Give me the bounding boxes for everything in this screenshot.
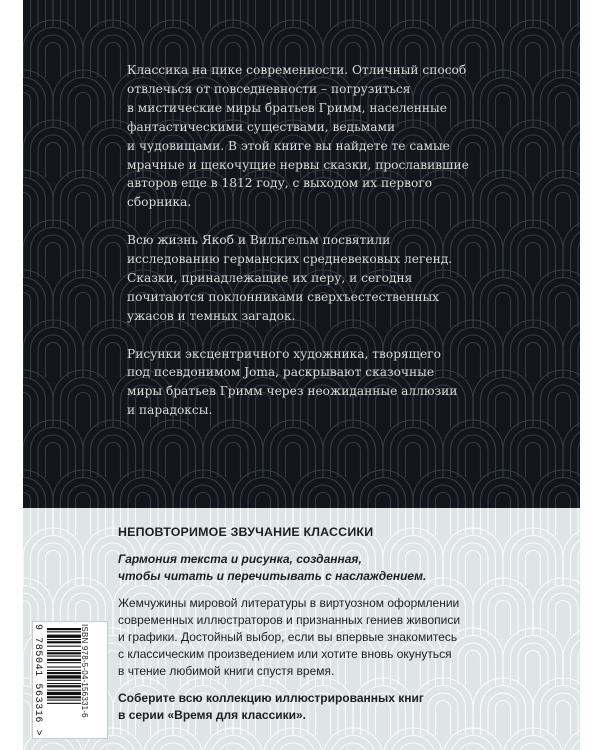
isbn-label: ISBN 978-5-04-156331-6 [80, 624, 89, 718]
text-line: в серии «Время для классики». [118, 707, 307, 722]
text-line: с классическим произведением или хотите вновь окунуться [118, 647, 452, 662]
light-section [23, 508, 580, 750]
arch-line [496, 601, 511, 636]
arch-line [46, 343, 61, 378]
arch-line [106, 243, 121, 278]
arch-line [226, 443, 241, 478]
dark-section [23, 0, 580, 508]
arch-line [571, 636, 581, 686]
arch-line [53, 170, 113, 228]
arch-line [68, 285, 98, 328]
arch-line [526, 551, 541, 586]
arch-line [398, 743, 428, 750]
text-line: под псевдонимом Joma, раскрывают сказочные [127, 365, 435, 380]
arch-line [23, 493, 31, 508]
arch-line [473, 678, 533, 735]
text-line: Соберите всю коллекцию иллюстрированных книг [118, 690, 424, 705]
arch-line [188, 0, 218, 28]
arch-line [548, 385, 578, 428]
text-line: современных иллюстраторов и признанных гениев живописи [118, 612, 461, 627]
arch-line [518, 235, 548, 278]
arch-line [38, 435, 68, 478]
arch-line [376, 0, 391, 28]
arch-line [518, 435, 548, 478]
text-line: Сказки, принадлежащие их перу, и сегодня [127, 270, 413, 285]
arch-line [518, 643, 548, 686]
arch-line [166, 443, 181, 478]
arch-line [571, 128, 581, 178]
arch-line [316, 493, 331, 508]
arch-line [518, 35, 548, 78]
text-line: сборника. [127, 195, 192, 210]
arch-line [503, 320, 563, 378]
arch-line [316, 0, 331, 28]
arch-line [38, 335, 68, 378]
arch-line [503, 420, 563, 478]
text-line: ужасов и темных загадок. [127, 308, 296, 323]
paragraph-3 [127, 345, 507, 421]
arch-line [488, 693, 518, 735]
text-line: в мистические миры братьев Гримм, населенные [127, 100, 447, 115]
arch-line [458, 435, 488, 478]
arch-line [23, 193, 31, 228]
arch-line [571, 228, 581, 278]
arch-line [556, 0, 571, 28]
arch-line [578, 643, 580, 686]
arch-line [286, 443, 301, 478]
arch-line [46, 143, 61, 178]
arch-line [53, 508, 113, 536]
arch-line [488, 508, 518, 536]
ean-digits: 9 785041 563316 > [32, 624, 43, 737]
text-line: Классика на пике современности. Отличный способ [127, 63, 467, 77]
arch-line [98, 335, 128, 378]
arch-line [128, 485, 158, 508]
arch-line [128, 0, 158, 28]
text-line: исследованию германских средневековых легенд. [127, 252, 453, 267]
arch-line [548, 85, 578, 128]
arch-line [338, 435, 368, 478]
arch-line [53, 270, 113, 328]
arch-line [38, 543, 68, 586]
arch-line [68, 85, 98, 128]
arch-line [293, 0, 353, 28]
arch-line [496, 701, 511, 736]
arch-line [23, 528, 83, 586]
text-line: Всю жизнь Якоб и Вильгельм посвятили [127, 233, 391, 248]
arch-line [496, 493, 511, 508]
arch-line [196, 493, 211, 508]
arch-line [578, 435, 580, 478]
arch-line [458, 743, 488, 750]
arch-line [106, 343, 121, 378]
arch-line [556, 393, 571, 428]
arch-line [38, 235, 68, 278]
arch-line [23, 508, 46, 536]
arch-line [548, 285, 578, 328]
arch-line [23, 120, 83, 178]
arch-line [556, 601, 571, 636]
arch-line [68, 185, 98, 228]
arch-line [278, 743, 308, 750]
arch-line [473, 508, 533, 536]
arch-line [556, 293, 571, 328]
arch-line [278, 435, 308, 478]
arch-line [368, 0, 398, 28]
arch-line [38, 35, 68, 78]
arch-line [496, 508, 511, 536]
arch-line [503, 20, 563, 78]
arch-line [256, 0, 271, 28]
arch-line [53, 70, 113, 128]
arch-line [46, 43, 61, 78]
arch-line [98, 743, 128, 750]
arch-line [488, 485, 518, 508]
text-line: и графики. Достойный выбор, если вы впервые знакомитесь [118, 630, 458, 645]
arch-line [46, 551, 61, 586]
arch-line [338, 743, 368, 750]
arch-line [98, 235, 128, 278]
arch-line [526, 143, 541, 178]
arch-line [353, 0, 413, 28]
arch-line [23, 0, 31, 28]
arch-line [556, 493, 571, 508]
arch-line [406, 443, 421, 478]
arch-line [526, 651, 541, 686]
arch-line [398, 435, 428, 478]
arch-line [68, 485, 98, 508]
description-text [127, 61, 507, 439]
arch-line [53, 370, 113, 428]
arch-line [503, 120, 563, 178]
arch-line [548, 0, 578, 28]
arch-line [578, 743, 580, 750]
series-heading: НЕПОВТОРИМОЕ ЗВУЧАНИЕ КЛАССИКИ [118, 525, 374, 539]
arch-line [53, 0, 113, 28]
arch-line [188, 485, 218, 508]
arch-line [46, 443, 61, 478]
arch-line [38, 135, 68, 178]
arch-line [368, 485, 398, 508]
arch-line [496, 0, 511, 28]
arch-line [76, 293, 91, 328]
arch-line [548, 508, 578, 536]
arch-line [23, 293, 31, 328]
arch-line [68, 0, 98, 28]
arch-line [248, 485, 278, 508]
arch-line [503, 220, 563, 278]
series-tagline [118, 551, 478, 585]
arch-line [428, 0, 458, 28]
arch-line [571, 28, 581, 78]
arch-line [548, 185, 578, 228]
text-line: и парадоксы. [127, 403, 213, 418]
arch-line [68, 385, 98, 428]
text-line: авторов еще в 1812 году, с выходом их первого [127, 176, 433, 191]
barcode [32, 621, 108, 739]
arch-line [248, 0, 278, 28]
arch-line [503, 528, 563, 586]
series-description [118, 595, 478, 681]
arch-line [136, 493, 151, 508]
arch-line [68, 508, 98, 536]
arch-line [436, 0, 451, 28]
arch-line [98, 135, 128, 178]
arch-line [113, 0, 173, 28]
arch-line [23, 0, 46, 28]
arch-line [526, 243, 541, 278]
text-line: фантастическими существами, ведьмами [127, 119, 396, 134]
arch-line [571, 736, 581, 750]
arch-line [526, 43, 541, 78]
arch-line [23, 20, 83, 78]
arch-line [548, 593, 578, 636]
arch-line [488, 593, 518, 635]
arch-line [518, 135, 548, 178]
arch-line [308, 0, 338, 28]
arch-line [466, 443, 481, 478]
arch-line [256, 493, 271, 508]
arch-line [526, 343, 541, 378]
arch-line [488, 0, 518, 28]
text-line: чтобы читать и перечитывать с наслаждением. [118, 569, 427, 584]
arch-line [503, 628, 563, 686]
arch-line [23, 320, 83, 378]
arch-line [571, 428, 581, 478]
arch-line [548, 485, 578, 508]
arch-line [346, 443, 361, 478]
arch-line [46, 243, 61, 278]
arch-line [308, 485, 338, 508]
arch-line [556, 193, 571, 228]
arch-line [578, 35, 580, 78]
arch-line [136, 0, 151, 28]
paragraph-2 [127, 231, 507, 326]
arch-line [98, 35, 128, 78]
arch-line [578, 135, 580, 178]
text-line: и чудовищами. В этой книге вы найдете те самые [127, 138, 450, 153]
text-line: отвлечься от повседневности – погрузиться [127, 81, 411, 96]
paragraph-1 [127, 61, 507, 212]
arch-line [23, 220, 83, 278]
text-line: почитаются поклонниками сверхъестественных [127, 289, 440, 304]
arch-line [23, 93, 31, 128]
arch-line [578, 543, 580, 586]
arch-line [106, 443, 121, 478]
arch-line [23, 508, 31, 536]
arch-line [578, 335, 580, 378]
arch-line [233, 0, 293, 28]
arch-line [473, 578, 533, 635]
arch-line [518, 335, 548, 378]
arch-line [23, 393, 31, 428]
arch-line [158, 435, 188, 478]
arch-line [158, 743, 188, 750]
series-call-to-action [118, 690, 478, 724]
text-line: мрачные и щекочущие нервы сказки, прославившие [127, 157, 469, 172]
back-cover [23, 0, 580, 750]
arch-line [473, 0, 533, 28]
arch-line [196, 0, 211, 28]
arch-line [98, 435, 128, 478]
text-line: в чтение любимой книги спустя время. [118, 664, 335, 679]
arch-line [76, 0, 91, 28]
arch-line [413, 0, 473, 28]
arch-line [428, 485, 458, 508]
arch-line [23, 420, 83, 478]
arch-line [571, 328, 581, 378]
arch-line [578, 235, 580, 278]
arch-line [76, 93, 91, 128]
series-info [118, 524, 478, 724]
arch-line [518, 743, 548, 750]
arch-line [526, 443, 541, 478]
arch-line [571, 536, 581, 586]
arch-line [106, 43, 121, 78]
arch-line [436, 493, 451, 508]
arch-line [218, 435, 248, 478]
arch-line [38, 743, 68, 750]
arch-line [548, 693, 578, 736]
arch-line [376, 493, 391, 508]
arch-line [556, 93, 571, 128]
arch-line [76, 493, 91, 508]
text-line: Гармония текста и рисунка, созданная, [118, 552, 362, 567]
arch-line [76, 508, 91, 536]
text-line: Жемчужины мировой литературы в виртуозном оформлении [118, 595, 460, 610]
text-line: миры братьев Гримм через неожиданные аллюзии [127, 384, 458, 399]
text-line: Рисунки эксцентричного художника, творящего [127, 346, 441, 361]
arch-line [106, 143, 121, 178]
arch-line [173, 0, 233, 28]
arch-line [218, 743, 248, 750]
arch-line [76, 393, 91, 428]
arch-line [518, 543, 548, 586]
arch-line [76, 193, 91, 228]
arch-line [556, 508, 571, 536]
arch-line [556, 701, 571, 736]
